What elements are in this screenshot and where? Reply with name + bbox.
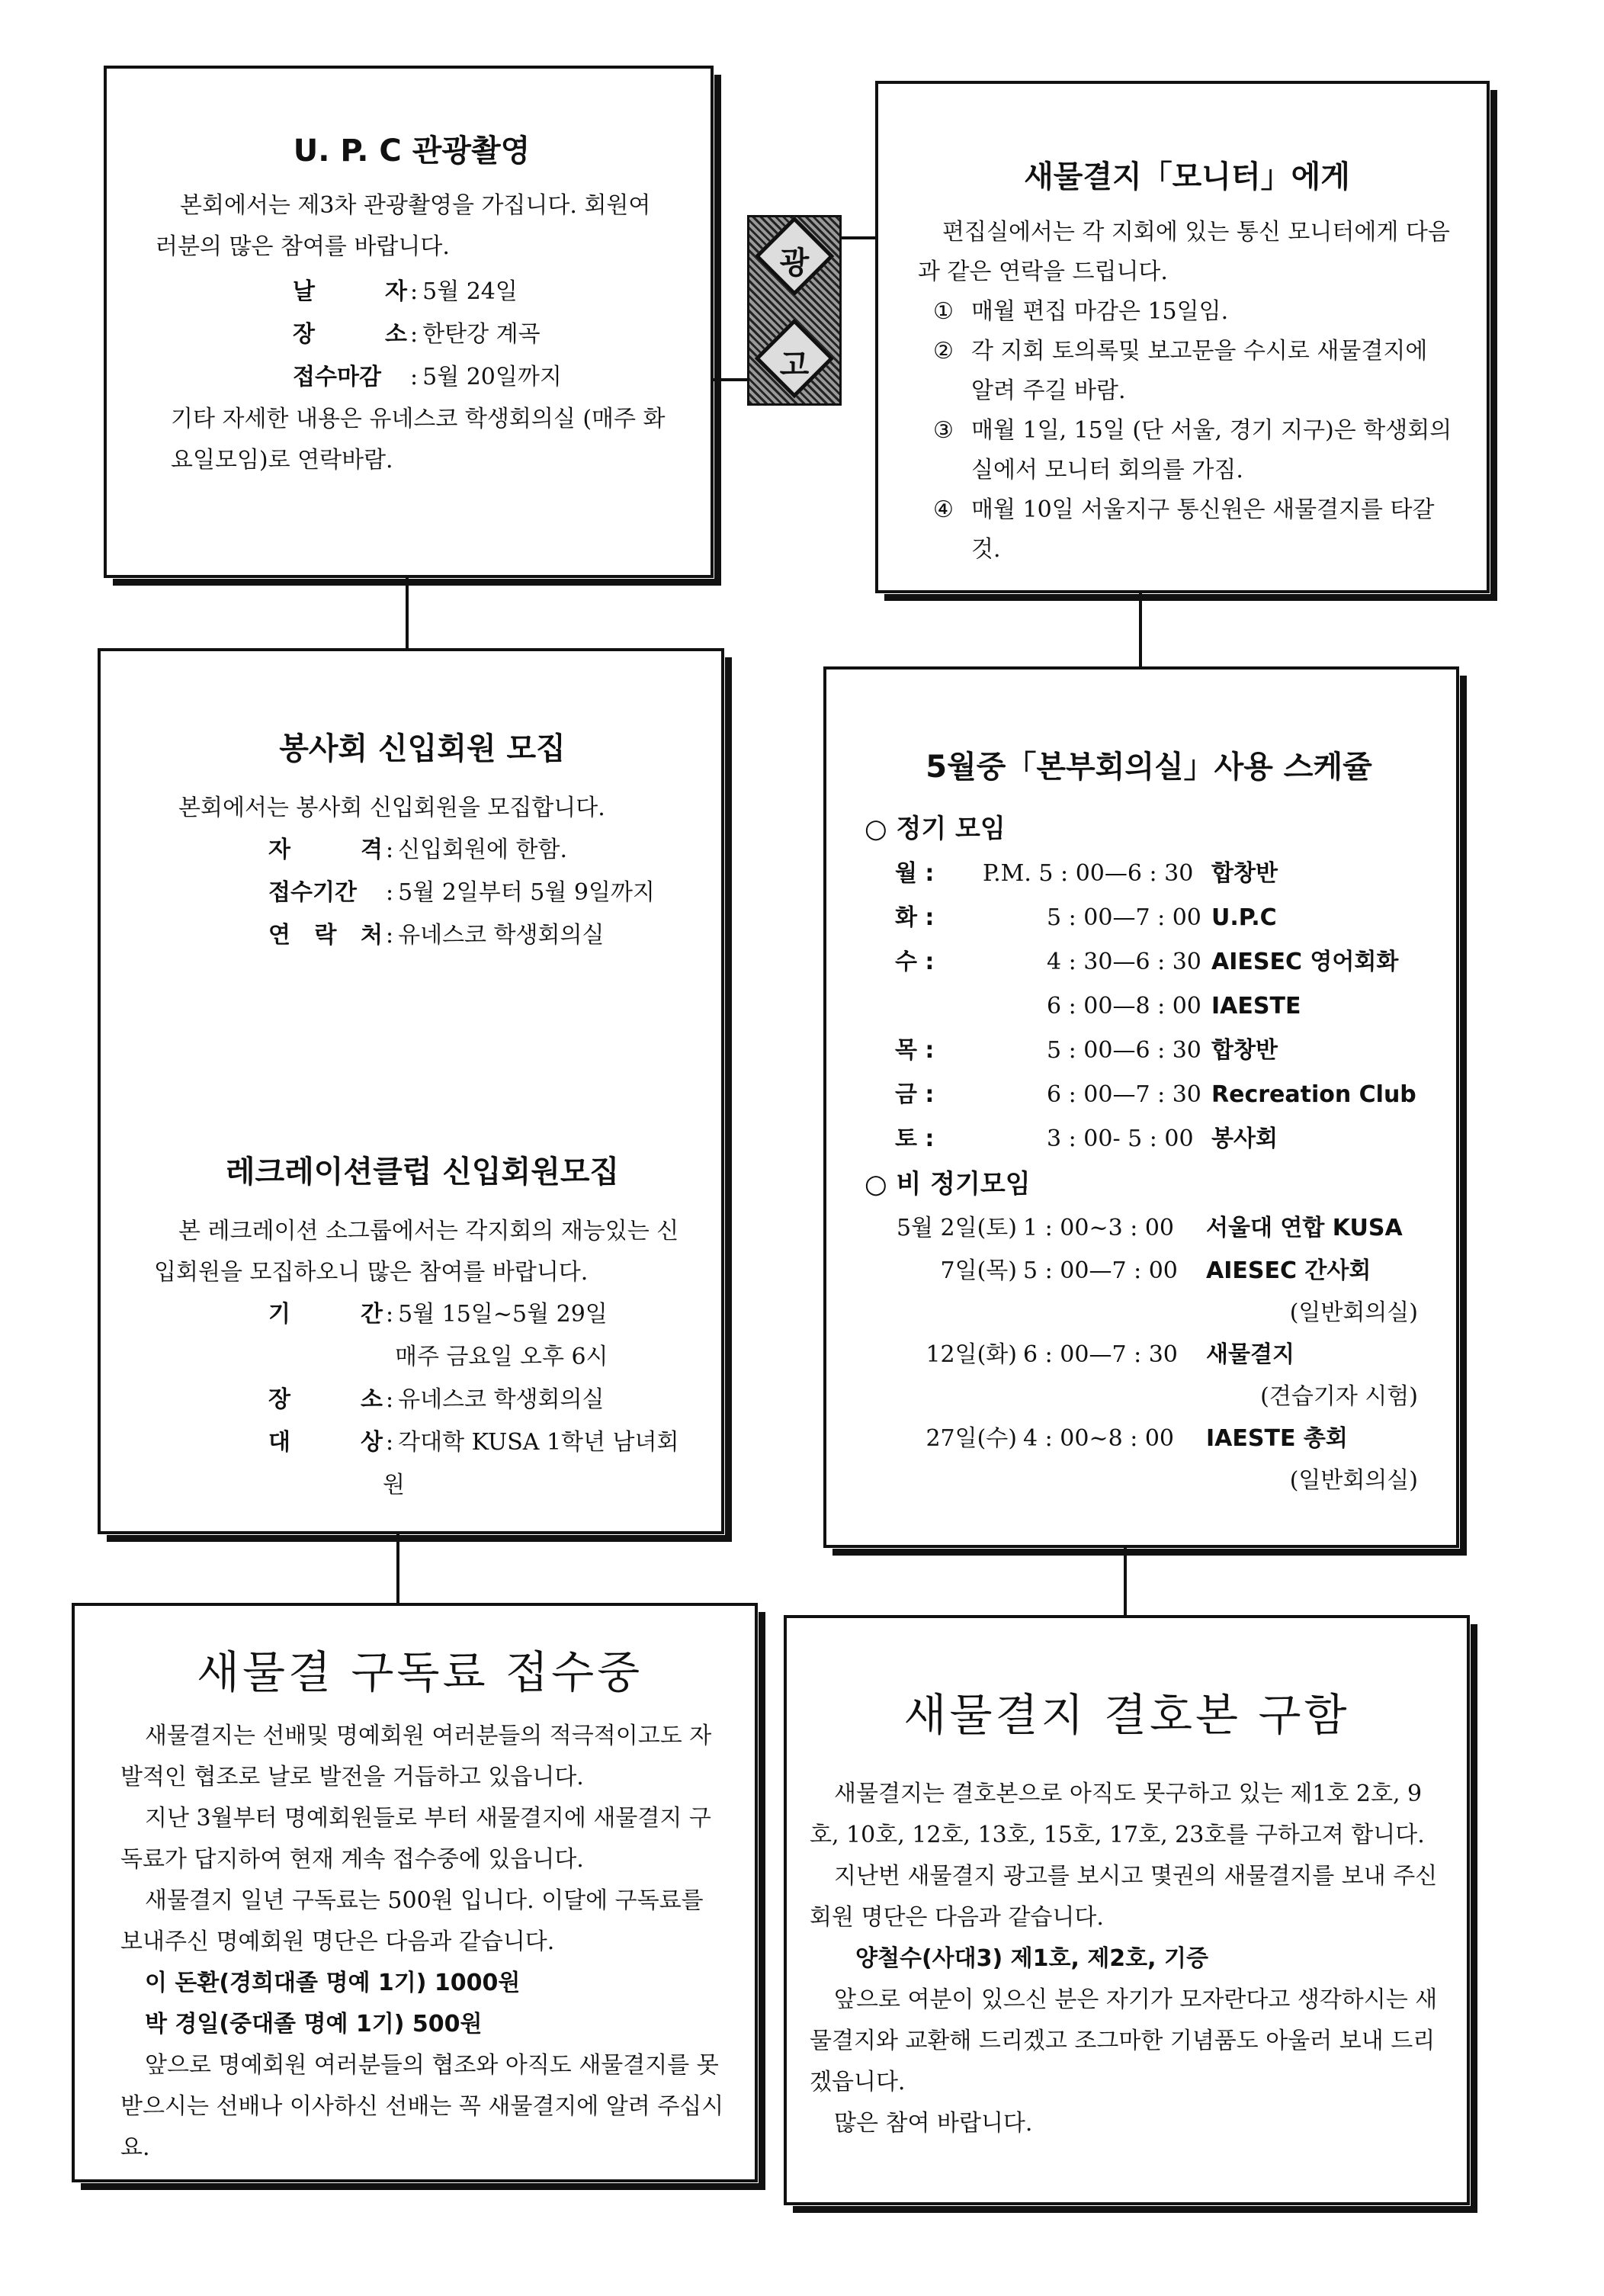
recreation-intro: 본 레크레이션 소그룹에서는 각지회의 재능있는 신입회원을 모집하오니 많은 참여를 바랍니다. <box>154 1218 679 1286</box>
irregular-row: 12일(화) 6 : 00—7 : 30 새물결지 <box>926 1341 1294 1368</box>
irregular-row: 27일(수) 4 : 00~8 : 00 IAESTE 총회 <box>926 1425 1348 1452</box>
upc-item: 장 소 : 한탄강 계곡 <box>293 313 668 356</box>
connector-line <box>839 236 878 239</box>
back-issues-donor: 양철수(사대3) 제1호, 제2호, 기증 <box>855 1945 1208 1972</box>
recreation-title: 레크레이션클럽 신입회원모집 <box>225 1154 620 1190</box>
back-issues-paragraph: 지난번 새물결지 광고를 보시고 몇권의 새물결지를 보내 주신 회원 명단은 다음과 같습니다. <box>810 1863 1438 1931</box>
back-issues-title: 새물결지 결호본 구함 <box>903 1689 1350 1741</box>
subscription-title: 새물결 구독료 접수중 <box>197 1646 643 1698</box>
schedule-row: 6 : 00—8 : 00 IAESTE <box>1047 993 1301 1020</box>
upc-notice-box <box>104 66 714 578</box>
schedule-row: 월 : P.M. 5 : 00—6 : 30 합창반 <box>895 860 1278 887</box>
volunteer-item: 자 격 : 신입회원에 한함. <box>268 829 691 872</box>
subscription-paragraph: 새물결지 일년 구독료는 500원 입니다. 이달에 구독료를 보내주신 명예회원 명단은 다음과 같습니다. <box>120 1887 704 1955</box>
upc-item: 날 자 : 5월 24일 <box>293 271 668 313</box>
irregular-row: 5월 2일(토) 1 : 00~3 : 00 서울대 연합 KUSA <box>896 1215 1403 1241</box>
subscription-paragraph: 지난 3월부터 명예회원들로 부터 새물결지에 새물결지 구독료가 답지하여 현재 계속 접수중에 있읍니다. <box>120 1805 711 1873</box>
subscription-box <box>72 1603 758 2182</box>
volunteer-title: 봉사회 신입회원 모집 <box>279 731 566 766</box>
irregular-note: (일반회의실) <box>1289 1467 1418 1494</box>
upc-intro: 본회에서는 제3차 관광촬영을 가집니다. 회원여러분의 많은 참여를 바랍니다. <box>156 192 651 260</box>
connector-line <box>406 578 409 651</box>
schedule-row: 화 : 5 : 00—7 : 00 U.P.C <box>895 904 1277 931</box>
volunteer-intro: 본회에서는 봉사회 신입회원을 모집합니다. <box>178 795 605 821</box>
upc-footer: 기타 자세한 내용은 유네스코 학생회의실 (매주 화요일모임)로 연락바람. <box>171 406 666 474</box>
schedule-row: 수 : 4 : 30—6 : 30 AIESEC 영어회화 <box>895 949 1399 975</box>
connector-line <box>712 378 750 381</box>
back-issues-closing: 많은 참여 바랍니다. <box>834 2110 1033 2137</box>
connector-line <box>1139 593 1142 666</box>
schedule-row: 토 : 3 : 00- 5 : 00 봉사회 <box>895 1126 1278 1152</box>
schedule-box <box>823 666 1459 1548</box>
schedule-irregular-heading: ○ 비 정기모임 <box>865 1169 1031 1199</box>
monitor-item: ① 매월 편집 마감은 15일임. <box>933 298 1229 325</box>
schedule-title: 5월중「본부회의실」사용 스케쥴 <box>926 750 1372 785</box>
monitor-intro: 편집실에서는 각 지회에 있는 통신 모니터에게 다음과 같은 연락을 드립니다. <box>918 219 1450 285</box>
schedule-regular-heading: ○ 정기 모임 <box>865 814 1006 844</box>
irregular-row: 7일(목) 5 : 00—7 : 00 AIESEC 간사회 <box>940 1257 1371 1284</box>
recreation-item: 기 간 : 5월 15일~5월 29일 <box>268 1293 691 1336</box>
ad-tag-top: 광 <box>779 246 810 281</box>
volunteer-recreation-box <box>98 648 724 1534</box>
upc-item: 접수마감 : 5월 20일까지 <box>293 356 668 399</box>
monitor-item: ③ 매월 1일, 15일 (단 서울, 경기 지구)은 학생회의실에서 모니터 회의를 가짐. <box>933 417 1452 483</box>
recreation-item: 대 상 : 각대학 KUSA 1학년 남녀회원 <box>268 1421 691 1507</box>
monitor-item: ② 각 지회 토의록및 보고문을 수시로 새물결지에 알려 주길 바람. <box>933 338 1428 404</box>
irregular-note: (일반회의실) <box>1289 1299 1418 1326</box>
subscription-donor: 박 경일(중대졸 명예 1기) 500원 <box>145 2011 483 2037</box>
monitor-title: 새물결지「모니터」에게 <box>1024 159 1350 194</box>
connector-line <box>396 1533 399 1606</box>
ad-tag-bottom: 고 <box>779 348 810 383</box>
schedule-row: 금 : 6 : 00—7 : 30 Recreation Club <box>895 1081 1416 1108</box>
schedule-row: 목 : 5 : 00—6 : 30 합창반 <box>895 1037 1278 1064</box>
irregular-note: (견습기자 시험) <box>1260 1383 1418 1410</box>
monitor-item: ④ 매월 10일 서울지구 통신원은 새물결지를 타갈것. <box>933 496 1435 563</box>
back-issues-box <box>784 1615 1470 2205</box>
subscription-paragraph: 새물결지는 선배및 명예회원 여러분들의 적극적이고도 자발적인 협조로 날로 발전을 거듭하고 있읍니다. <box>120 1723 712 1790</box>
back-issues-closing: 앞으로 여분이 있으신 분은 자기가 모자란다고 생각하시는 새물결지와 교환해 드리겠고 조그마한 기념품도 아울러 보내 드리겠읍니다. <box>810 1986 1438 2095</box>
volunteer-item: 접수기간 : 5월 2일부터 5월 9일까지 <box>268 872 691 914</box>
recreation-item: 장 소 : 유네스코 학생회의실 <box>268 1379 691 1421</box>
ad-tag <box>747 215 842 406</box>
recreation-item: 매주 금요일 오후 6시 <box>395 1344 608 1370</box>
upc-title: U. P. C 관광촬영 <box>293 133 531 169</box>
back-issues-paragraph: 새물결지는 결호본으로 아직도 못구하고 있는 제1호 2호, 9호, 10호, 12호, 13호, 15호, 17호, 23호를 구하고져 합니다. <box>810 1781 1425 1848</box>
monitor-notice-box <box>875 81 1490 593</box>
subscription-donor: 이 돈환(경희대졸 명예 1기) 1000원 <box>145 1970 521 1996</box>
subscription-closing: 앞으로 명예회원 여러분들의 협조와 아직도 새물결지를 못 받으시는 선배나 이사하신 선배는 꼭 새물결지에 알려 주십시요. <box>120 2052 724 2161</box>
volunteer-item: 연 락 처 : 유네스코 학생회의실 <box>268 914 691 957</box>
